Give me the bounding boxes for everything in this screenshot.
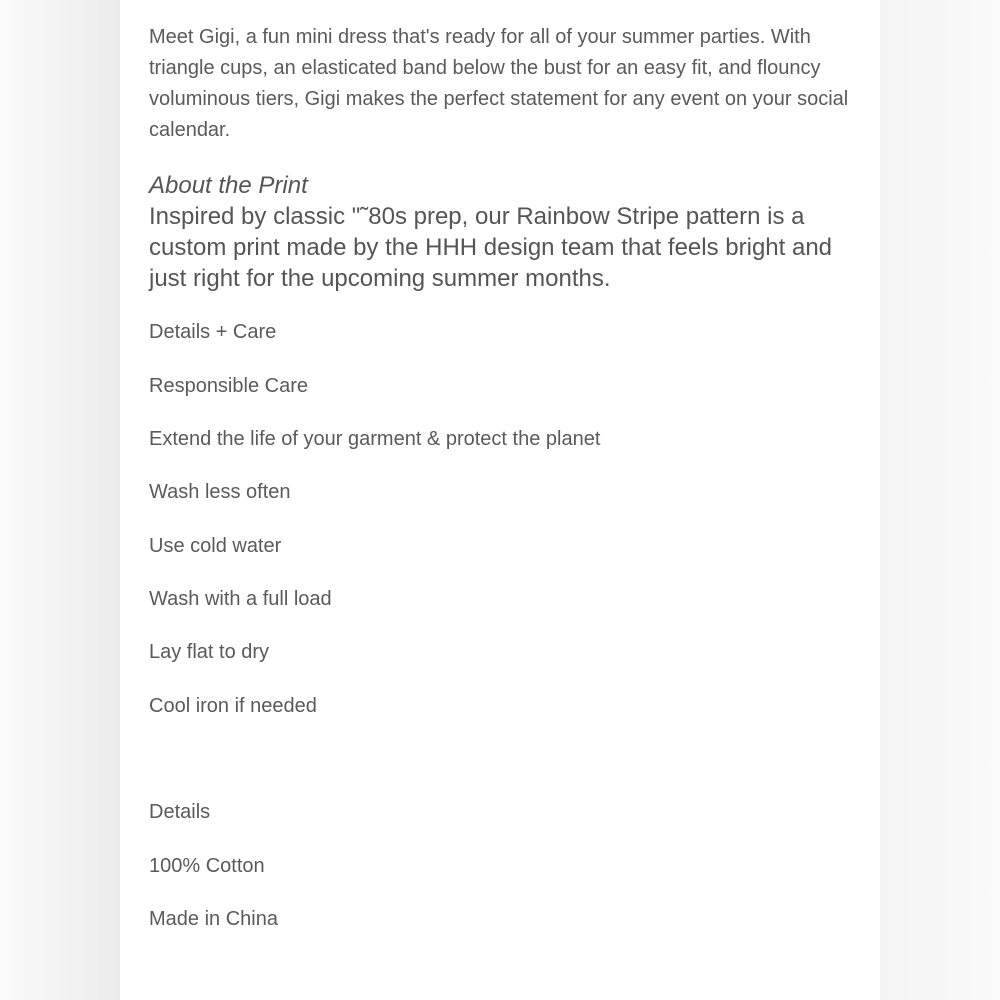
- care-tip: Use cold water: [149, 535, 282, 557]
- left-gutter: [0, 0, 120, 1000]
- care-tip: Wash with a full load: [149, 588, 332, 610]
- responsible-care-title: Responsible Care: [149, 375, 308, 397]
- about-print-body: Inspired by classic "˜80s prep, our Rainbow Stripe pattern is a custom print made by the HHH design team that feels bright and just right for the upcoming summer months.: [149, 203, 833, 292]
- details-title: Details: [149, 801, 211, 823]
- details-care-title: Details + Care: [149, 321, 277, 343]
- product-description-content: [149, 22, 869, 982]
- detail-item: Made in China: [149, 908, 278, 930]
- care-tip: Wash less often: [149, 481, 291, 503]
- detail-item: 100% Cotton: [149, 855, 265, 877]
- care-tagline: Extend the life of your garment & protect the planet: [149, 428, 601, 450]
- product-description-panel: [120, 0, 880, 1000]
- care-tip: Lay flat to dry: [149, 641, 270, 663]
- right-gutter: [880, 0, 1000, 1000]
- about-print-heading: About the Print: [149, 172, 308, 199]
- care-tip: Cool iron if needed: [149, 695, 317, 717]
- product-description: Meet Gigi, a fun mini dress that's ready for all of your summer parties. With triangle cups, an elasticated band below the bust for an easy fit, and flouncy voluminous tiers, Gigi makes the perfect statement for any event on your social calendar.: [149, 26, 849, 141]
